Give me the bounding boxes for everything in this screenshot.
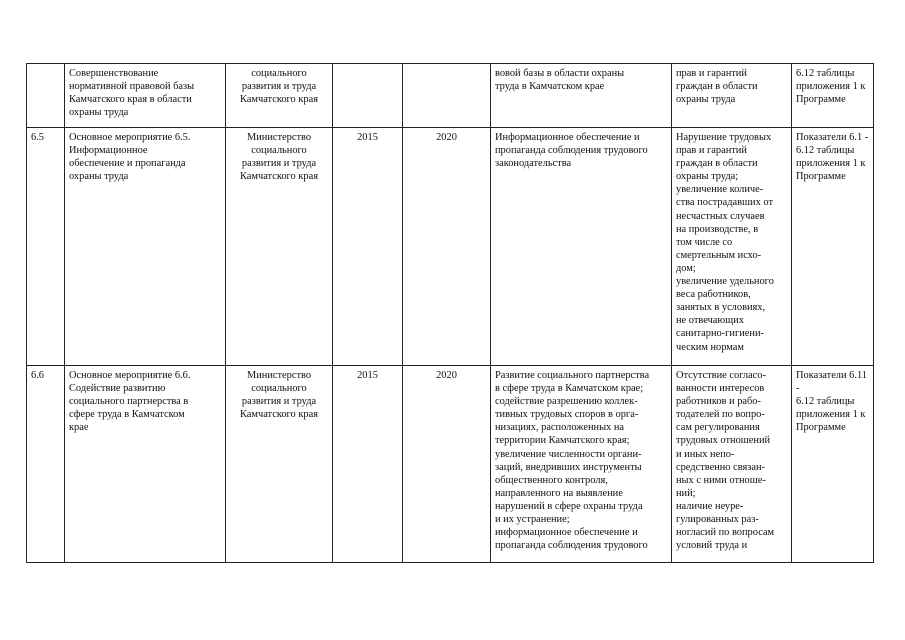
measure-name-cell: Основное мероприятие 6.6. Содействие развитию социального партнерства в сфере труда в Камчатском крае — [65, 366, 226, 563]
end-year-cell: 2020 — [403, 366, 491, 563]
program-measures-table — [26, 63, 874, 563]
row-number-cell — [27, 64, 65, 128]
executor-cell: социального развития и труда Камчатского края — [226, 64, 333, 128]
end-year-cell: 2020 — [403, 128, 491, 366]
expected-result-cell: Развитие социального партнерства в сфере труда в Камчатском крае; содействие разрешению коллек- тивных трудовых споров в орга- низациях, расположенных на территории Камчатского края; увеличение численности органи- заций, внедривших инструменты общественного контроля, направленного на выявление нарушений в сфере охраны труда и их устранение; информационное обеспечение и пропаганда соблюдения трудового — [491, 366, 672, 563]
measure-name-cell: Совершенствование нормативной правовой базы Камчатского края в области охраны труда — [65, 64, 226, 128]
row-number-cell: 6.6 — [27, 366, 65, 563]
start-year-cell: 2015 — [333, 128, 403, 366]
start-year-cell — [333, 64, 403, 128]
indicators-cell: 6.12 таблицы приложения 1 к Программе — [792, 64, 874, 128]
expected-result-cell: Информационное обеспечение и пропаганда соблюдения трудового законодательства — [491, 128, 672, 366]
table-row — [27, 128, 874, 366]
measure-name-cell: Основное мероприятие 6.5. Информационное обеспечение и пропаганда охраны труда — [65, 128, 226, 366]
consequences-cell: Отсутствие согласо- ванности интересов работников и рабо- тодателей по вопро- сам регулирования трудовых отношений и иных непо- средственно связан- ных с ними отноше- ний; наличие неуре- гулированных раз- ногласий по вопросам условий труда и — [672, 366, 792, 563]
expected-result-cell: вовой базы в области охраны труда в Камчатском крае — [491, 64, 672, 128]
table-row — [27, 64, 874, 128]
end-year-cell — [403, 64, 491, 128]
executor-cell: Министерство социального развития и труда Камчатского края — [226, 366, 333, 563]
indicators-cell: Показатели 6.11 - 6.12 таблицы приложения 1 к Программе — [792, 366, 874, 563]
row-number-cell: 6.5 — [27, 128, 65, 366]
table-row — [27, 366, 874, 563]
consequences-cell: прав и гарантий граждан в области охраны труда — [672, 64, 792, 128]
start-year-cell: 2015 — [333, 366, 403, 563]
consequences-cell: Нарушение трудовых прав и гарантий граждан в области охраны труда; увеличение количе- ства пострадавших от несчастных случаев на производстве, в том числе со смертельным исхо- дом; увеличение удельного веса работников, занятых в условиях, не отвечающих санитарно-гигиени- ческим нормам — [672, 128, 792, 366]
indicators-cell: Показатели 6.1 - 6.12 таблицы приложения 1 к Программе — [792, 128, 874, 366]
executor-cell: Министерство социального развития и труда Камчатского края — [226, 128, 333, 366]
